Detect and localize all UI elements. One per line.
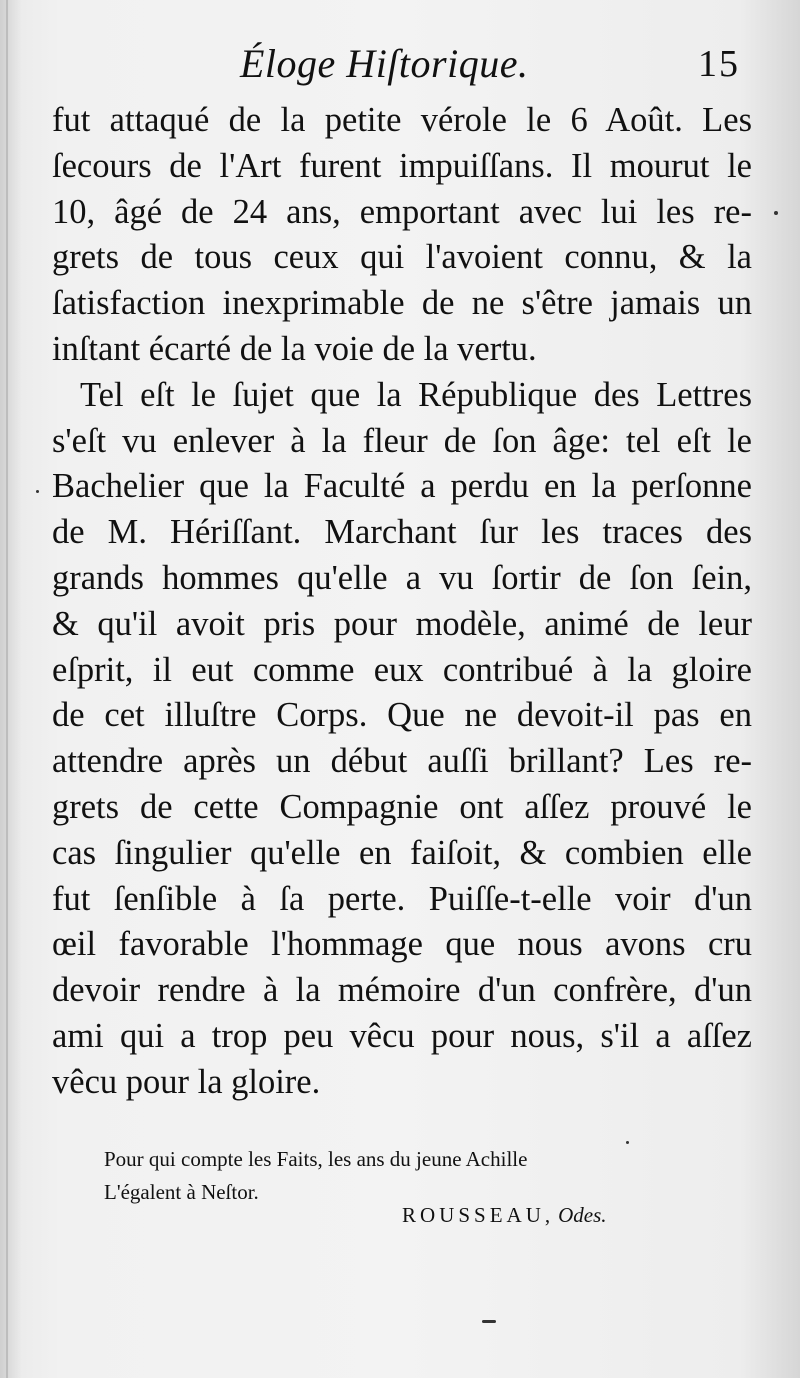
text-line: grets de tous ceux qui l'avoient connu, & la	[52, 238, 752, 277]
text-line: cas ſingulier qu'elle en faiſoit, & combien elle	[52, 833, 752, 872]
page-edge	[6, 0, 8, 1378]
quote-attribution	[402, 1203, 607, 1228]
ink-speck	[482, 1320, 496, 1323]
text-line: grands hommes qu'elle a vu ſortir de ſon ſein,	[52, 558, 752, 597]
text-line: eſprit, il eut comme eux contribué à la gloire	[52, 650, 752, 689]
text-line: grets de cette Compagnie ont aſſez prouvé le	[52, 787, 752, 826]
text-line: Tel eſt le ſujet que la République des Lettres	[80, 375, 752, 414]
ink-speck	[36, 490, 39, 493]
text-line: devoir rendre à la mémoire d'un confrère, d'un	[52, 971, 752, 1010]
text-line: Bachelier que la Faculté a perdu en la perſonne	[52, 467, 752, 506]
body-text	[52, 98, 752, 1106]
text-line: vêcu pour la gloire.	[52, 1062, 321, 1101]
text-line: de cet illuſtre Corps. Que ne devoit-il pas en	[52, 696, 752, 735]
text-line: 10, âgé de 24 ans, emportant avec lui les re-	[52, 192, 752, 231]
text-line: attendre après un début auſſi brillant? Les re-	[52, 742, 752, 781]
epigraph-quote	[104, 1143, 527, 1209]
text-line: ami qui a trop peu vêcu pour nous, s'il a aſſez	[52, 1016, 752, 1055]
text-line: inſtant écarté de la voie de la vertu.	[52, 329, 537, 368]
text-line: s'eſt vu enlever à la fleur de ſon âge: tel eſt le	[52, 421, 752, 460]
page-header	[0, 40, 800, 100]
page-number: 15	[698, 43, 740, 85]
quote-line: Pour qui compte les Faits, les ans du jeune Achille	[104, 1147, 528, 1171]
text-line: fut ſenſible à ſa perte. Puiſſe-t-elle voir d'un	[52, 879, 752, 918]
text-line: œil favorable l'hommage que nous avons cru	[52, 925, 752, 964]
quote-line: L'égalent à Neſtor.	[104, 1180, 259, 1204]
ink-speck	[626, 1141, 629, 1144]
ink-speck	[774, 211, 778, 215]
text-line: & qu'il avoit pris pour modèle, animé de leur	[52, 604, 752, 643]
text-line: de M. Hériſſant. Marchant ſur les traces des	[52, 513, 752, 552]
running-title: Éloge Hiſtorique.	[240, 41, 529, 86]
quote-work: Odes.	[558, 1203, 607, 1227]
quote-author: ROUSSEAU,	[402, 1203, 555, 1227]
text-line: fut attaqué de la petite vérole le 6 Août. Les	[52, 101, 752, 139]
text-line: ſatisfaction inexprimable de ne s'être jamais un	[52, 284, 752, 323]
text-line: ſecours de l'Art furent impuiſſans. Il mourut le	[52, 146, 752, 185]
